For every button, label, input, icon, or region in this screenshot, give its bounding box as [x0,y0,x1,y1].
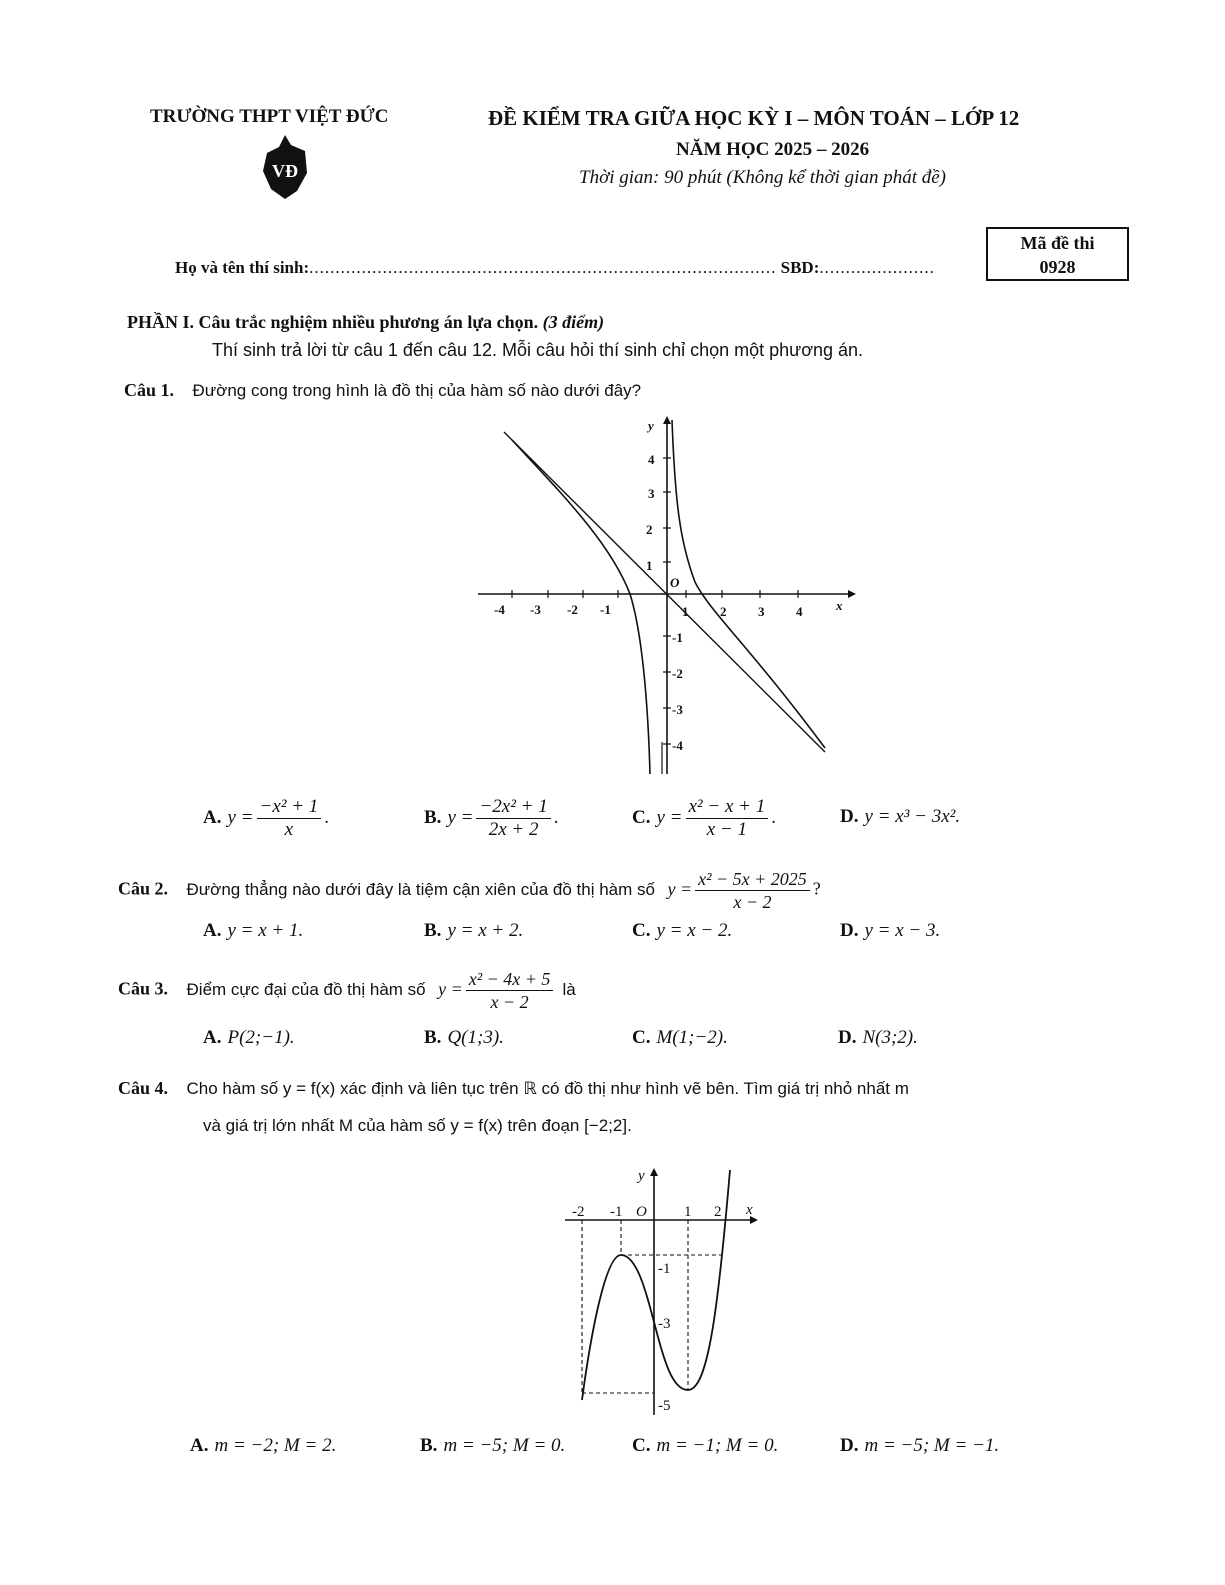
option-lhs: y = [227,806,254,828]
x-tick-label: 1 [684,1204,692,1220]
q4-option-c[interactable] [632,1435,778,1457]
option-expr: y = x + 2. [447,920,524,941]
x-tick-label: -1 [610,1204,623,1220]
option-expr: N(3;2). [862,1027,918,1048]
numerator: x² − 5x + 2025 [695,868,810,891]
exam-code-value: 0928 [1039,257,1076,277]
question-text: Đường thẳng nào dưới đây là tiệm cận xiên của đồ thị hàm số [186,879,655,899]
function-lhs: y = [667,878,693,899]
student-info-line [175,258,935,278]
option-label: A. [203,806,222,828]
option-label: B. [424,1027,442,1048]
sbd-dots: ...................... [819,258,935,277]
part1-instruction: Thí sinh trả lời từ câu 1 đến câu 12. Mỗi câu hỏi thí sinh chỉ chọn một phương án. [212,340,864,360]
q1-graph [470,412,860,782]
y-tick-label: 4 [648,452,655,467]
question-text: Đường cong trong hình là đồ thị của hàm số nào dưới đây? [192,381,642,400]
option-expr: P(2;−1). [227,1027,295,1048]
numerator: −2x² + 1 [476,796,550,819]
x-axis-label: x [836,598,843,613]
option-label: D. [838,1027,857,1048]
q1-oblique-line [504,432,825,752]
y-tick-label: -3 [658,1316,671,1332]
question-text-line1: Cho hàm số y = f(x) xác định và liên tục trên ℝ có đồ thị như hình vẽ bên. Tìm giá trị nhỏ nhất m [186,1079,909,1098]
numerator: −x² + 1 [257,796,322,819]
part1-points: (3 điểm) [542,312,605,332]
x-tick-label: -4 [494,602,505,617]
option-label: C. [632,920,651,941]
option-label: A. [203,1027,222,1048]
q4-option-d[interactable] [840,1435,999,1457]
numerator: x² − x + 1 [686,796,769,819]
question-label: Câu 1. [124,380,175,400]
logo-text: VĐ [272,161,298,181]
option-expr: Q(1;3). [447,1027,504,1048]
origin-label: O [636,1204,647,1220]
question-1 [124,380,641,401]
part1-title: PHẦN I. Câu trắc nghiệm nhiều phương án lựa chọn. [127,312,539,332]
option-end: . [553,806,559,828]
option-lhs: y = [656,806,683,828]
option-label: C. [632,806,651,828]
option-end: . [771,806,776,828]
x-tick-label: 1 [682,604,689,619]
x-tick-label: -1 [600,602,611,617]
q1-option-d[interactable] [840,806,960,828]
question-text-line2: và giá trị lớn nhất M của hàm số y = f(x) trên đoạn [−2;2]. [203,1116,632,1135]
option-label: C. [632,1027,651,1048]
q4-graph [560,1160,770,1420]
option-end: . [324,806,330,828]
option-label: D. [840,920,859,941]
option-expr: y = x − 2. [656,920,733,941]
q1-option-b[interactable] [424,796,558,841]
time-note: Thời gian: 90 phút (Không kể thời gian phát đề) [579,167,947,188]
sbd-label: SBD: [780,258,820,277]
part1-heading [127,312,604,333]
x-tick-label: -2 [567,602,578,617]
q2-option-c[interactable] [632,920,732,942]
option-lhs: y = [447,806,474,828]
question-label: Câu 3. [118,978,169,999]
option-label: C. [632,1435,651,1456]
q1-option-a[interactable] [203,796,329,841]
y-axis-arrow [663,416,671,424]
question-end: là [562,979,576,999]
option-label: B. [424,806,442,828]
q4-curve [582,1170,730,1400]
school-year: NĂM HỌC 2025 – 2026 [676,139,870,160]
option-label: B. [424,920,442,941]
q3-option-a[interactable] [203,1027,295,1049]
option-expr: y = x + 1. [227,920,304,941]
x-tick-label: -3 [530,602,541,617]
student-name-dots: ......................................................................................... [309,258,777,277]
y-tick-label: -4 [672,738,683,753]
y-tick-label: -2 [672,666,683,681]
x-axis-label: x [746,1202,753,1218]
fraction [476,796,550,841]
x-tick-label: 2 [714,1204,722,1220]
denominator: x − 2 [733,892,772,912]
question-2 [118,868,821,913]
q1-curve-right [672,420,825,748]
y-axis-label: y [638,1168,645,1184]
q2-option-b[interactable] [424,920,523,942]
question-label: Câu 4. [118,1078,169,1098]
x-tick-label: 3 [758,604,765,619]
y-axis-arrow [650,1168,658,1176]
question-4-line2 [203,1115,632,1136]
student-name-label: Họ và tên thí sinh: [175,258,310,277]
x-tick-label: 4 [796,604,803,619]
school-logo [257,133,313,203]
y-tick-label: -5 [658,1398,671,1414]
function-lhs: y = [438,978,463,999]
option-expr: m = −5; M = −1. [864,1435,1000,1456]
fraction [695,868,810,913]
y-tick-label: 1 [646,558,653,573]
option-label: A. [203,920,222,941]
x-axis-arrow [848,590,856,598]
q3-option-c[interactable] [632,1027,728,1049]
denominator: x [284,819,294,840]
question-end: ? [812,878,821,899]
y-tick-label: 2 [646,522,653,537]
question-label: Câu 2. [118,878,169,899]
option-label: B. [420,1435,438,1456]
option-label: D. [840,806,859,827]
question-3 [118,968,576,1013]
denominator: x − 1 [706,819,747,840]
fraction [257,796,322,841]
q2-option-d[interactable] [840,920,940,942]
option-expr: y = x − 3. [864,920,941,941]
q2-option-a[interactable] [203,920,303,942]
question-4 [118,1078,909,1099]
q4-option-a[interactable] [190,1435,336,1457]
option-expr: m = −2; M = 2. [214,1435,337,1456]
y-axis-label: y [648,418,654,433]
exam-code-box [986,227,1129,281]
q4-dashed-guides [582,1220,722,1393]
x-tick-label: -2 [572,1204,585,1220]
fraction [466,968,554,1013]
y-tick-label: -3 [672,702,683,717]
y-tick-label: -1 [672,630,683,645]
option-label: A. [190,1435,209,1456]
exam-title: ĐỀ KIỂM TRA GIỮA HỌC KỲ I – MÔN TOÁN – LỚP 12 [488,106,1020,130]
q4-option-b[interactable] [420,1435,565,1457]
option-expr: m = −1; M = 0. [656,1435,779,1456]
exam-code-label: Mã đề thi [1020,233,1095,253]
origin-label: O [670,575,680,590]
numerator: x² − 4x + 5 [466,968,554,991]
q1-option-c[interactable] [632,796,776,841]
question-text: Điểm cực đại của đồ thị hàm số [186,979,426,999]
denominator: 2x + 2 [488,819,539,840]
option-expr: m = −5; M = 0. [443,1435,566,1456]
q3-option-d[interactable] [838,1027,918,1049]
y-tick-label: 3 [648,486,655,501]
option-expr: M(1;−2). [656,1027,728,1048]
option-expr: y = x³ − 3x². [864,806,961,827]
y-tick-label: -1 [658,1261,671,1277]
fraction [686,796,769,841]
school-name: TRƯỜNG THPT VIỆT ĐỨC [150,106,389,127]
q3-option-b[interactable] [424,1027,504,1049]
option-label: D. [840,1435,859,1456]
x-tick-label: 2 [720,604,727,619]
denominator: x − 2 [490,992,529,1012]
